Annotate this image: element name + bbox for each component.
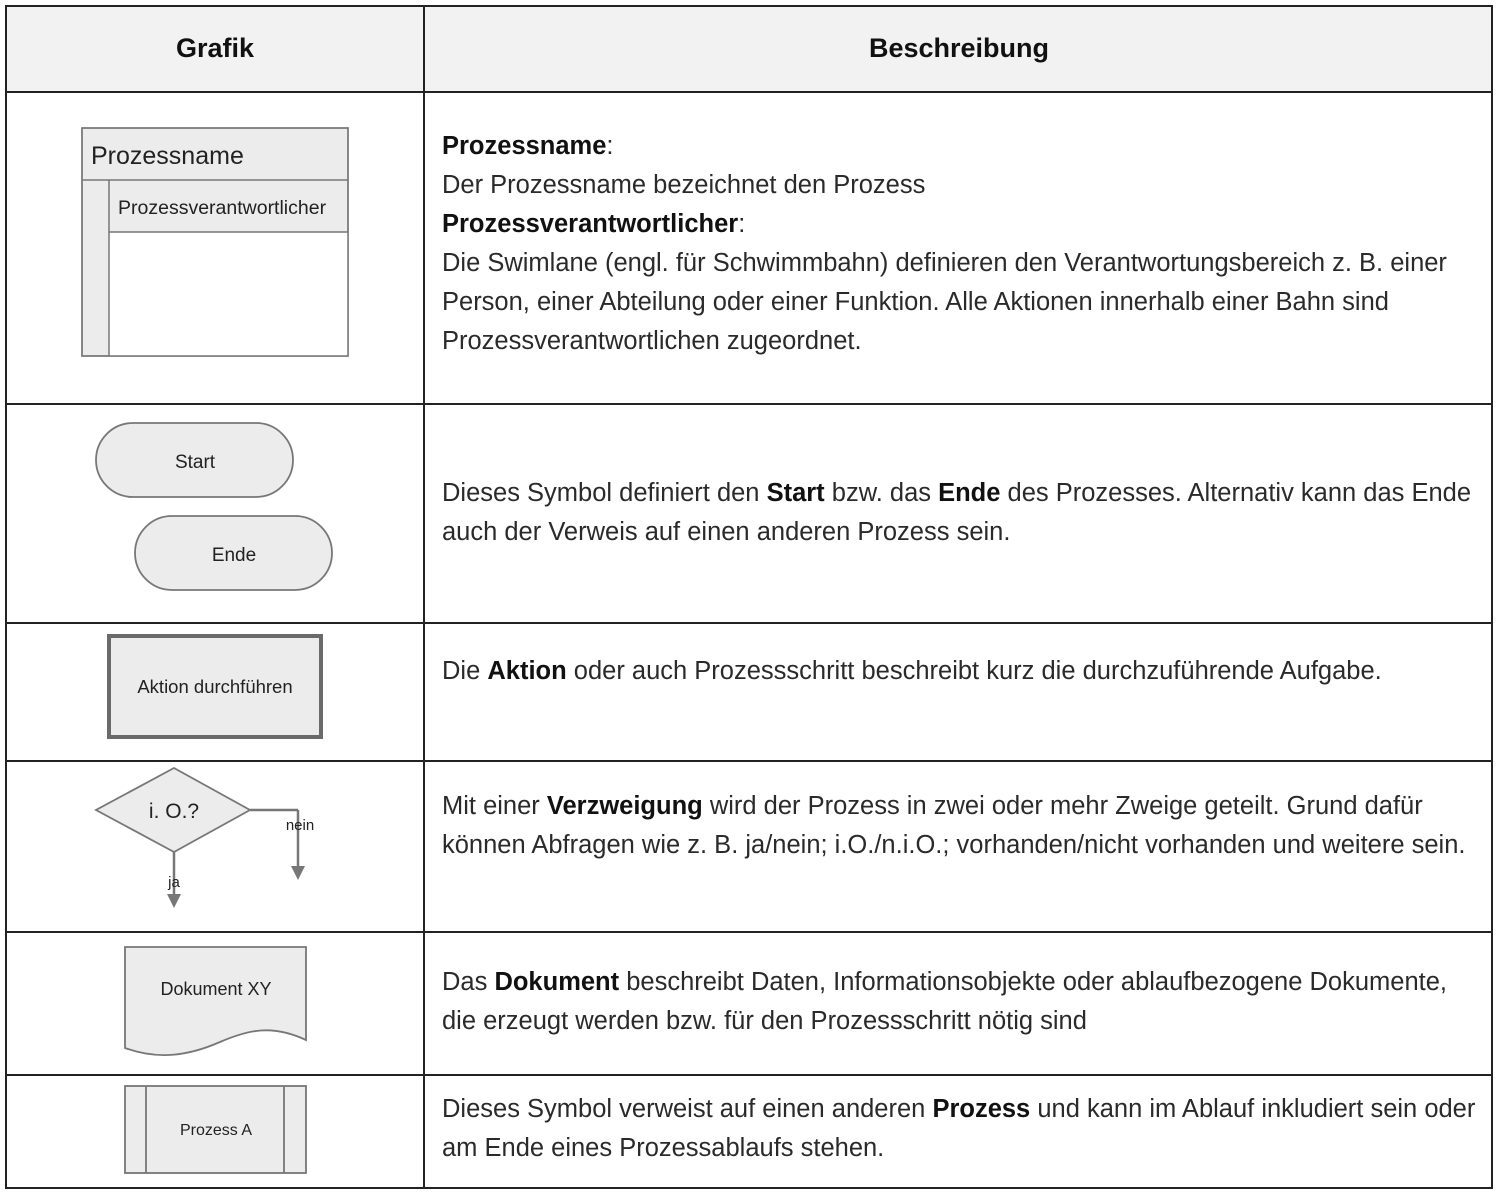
grid-line	[5, 622, 1493, 624]
grid-line	[5, 1074, 1493, 1076]
swimlane-title: Prozessname	[91, 142, 244, 170]
subprocess-symbol	[122, 1083, 310, 1177]
grid-line	[5, 760, 1493, 762]
decision-symbol	[90, 764, 330, 918]
terminator-symbol	[90, 420, 340, 596]
document-label: Dokument XY	[160, 979, 272, 999]
end-label: Ende	[211, 545, 257, 566]
grid-line	[5, 931, 1493, 933]
description-subprocess: Dieses Symbol verweist auf einen anderen Prozess und kann im Ablauf inkludiert sein oder am Ende eines Prozessablaufs stehen.	[442, 1095, 1476, 1162]
description-terminator: Dieses Symbol definiert den Start bzw. das Ende des Prozesses. Alternativ kann das Ende auch der Verweis auf einen anderen Prozess sein.	[442, 479, 1472, 546]
action-label: Aktion durchführen	[137, 676, 293, 697]
start-label: Start	[174, 452, 216, 473]
action-symbol	[106, 633, 326, 741]
document-symbol	[122, 944, 310, 1060]
term-dokument: Dokument	[494, 968, 620, 996]
description-decision: Mit einer Verzweigung wird der Prozess in zwei oder mehr Zweige geteilt. Grund dafür können Abfragen wie z. B. ja/nein; i.O./n.i.O.; vorhanden/nicht vorhanden und weitere sein.	[442, 792, 1466, 859]
grid-line	[5, 91, 1493, 93]
term-start: Start	[766, 479, 825, 507]
subprocess-label: Prozess A	[179, 1122, 253, 1139]
grid-line	[5, 5, 1493, 7]
yes-branch-label: ja	[168, 874, 180, 891]
term-prozessname: Prozessname	[442, 132, 607, 160]
arrow-down-icon	[167, 894, 181, 908]
grid-line	[5, 1187, 1493, 1189]
description-swimlane: Prozessname: Der Prozessname bezeichnet den Prozess Prozessverantwortlicher: Die Swimlane (engl. für Schwimmbahn) definieren den Verantwortungsbereich z. B. einer Person, einer Abteilung oder einer Funktion. Alle Aktionen innerhalb einer Bahn sind Prozessverantwortlichen zugeordnet.	[442, 132, 1447, 355]
header-beschreibung: Beschreibung	[868, 33, 1050, 63]
no-branch-label: nein	[285, 817, 315, 834]
grid-line	[423, 5, 425, 1189]
term-verzweigung: Verzweigung	[546, 792, 703, 820]
header-grafik: Grafik	[175, 33, 255, 63]
term-ende: Ende	[938, 479, 1001, 507]
decision-label: i. O.?	[148, 800, 200, 823]
term-prozessverantwortlicher: Prozessverantwortlicher	[442, 210, 739, 238]
grid-line	[5, 403, 1493, 405]
arrow-down-icon	[291, 866, 305, 880]
grid-line	[5, 5, 7, 1189]
term-prozess: Prozess	[932, 1095, 1031, 1123]
description-action: Die Aktion oder auch Prozessschritt beschreibt kurz die durchzuführende Aufgabe.	[442, 657, 1382, 685]
term-aktion: Aktion	[487, 657, 567, 685]
swimlane-symbol	[80, 126, 355, 360]
description-text: Die Swimlane (engl. für Schwimmbahn) definieren den Verantwortungsbereich z. B. einer Person, einer Abteilung oder einer Funktion. Alle Aktionen innerhalb einer Bahn sind Prozessverantwortlichen zugeordnet.	[442, 249, 1447, 355]
description-text: Der Prozessname bezeichnet den Prozess	[442, 171, 926, 199]
swimlane-lane-label: Prozessverantwortlicher	[118, 197, 327, 219]
description-document: Das Dokument beschreibt Daten, Informationsobjekte oder ablaufbezogene Dokumente, die erzeugt werden bzw. für den Prozessschritt nötig sind	[442, 968, 1447, 1035]
grid-line	[1491, 5, 1493, 1189]
